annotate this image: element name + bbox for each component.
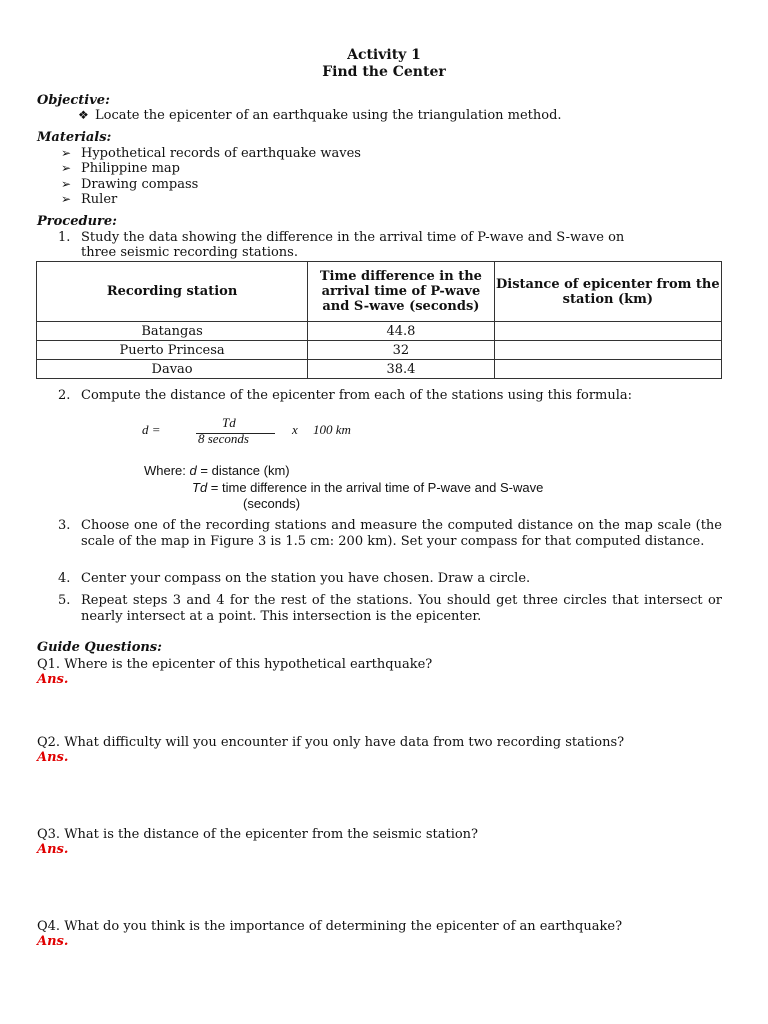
question-4: Q4. What do you think is the importance of determining the epicenter of an earthquake? (37, 919, 623, 934)
arrow-bullet-icon: ➢ (61, 177, 72, 191)
material-item: Ruler (81, 192, 118, 207)
objective-heading: Objective: (37, 93, 110, 108)
objective-text: Locate the epicenter of an earthquake using the triangulation method. (95, 108, 562, 123)
guide-questions-heading: Guide Questions: (37, 640, 162, 655)
answer-label-1: Ans. (37, 672, 69, 687)
answer-label-4: Ans. (37, 934, 69, 949)
column-header-station: Recording station (37, 262, 308, 322)
page-title: Find the Center (322, 64, 446, 80)
step-number: 2. (58, 388, 71, 403)
question-1: Q1. Where is the epicenter of this hypothetical earthquake? (37, 657, 433, 672)
step-number: 1. (58, 230, 71, 245)
step-number: 5. (58, 593, 71, 608)
arrow-bullet-icon: ➢ (61, 161, 72, 175)
formula-denominator: 8 seconds (198, 431, 249, 446)
material-item: Philippine map (81, 161, 180, 176)
materials-heading: Materials: (37, 130, 112, 145)
formula-where-td: Td = time difference in the arrival time of P-wave and S-wave (192, 480, 544, 495)
cell-station: Puerto Princesa (37, 341, 308, 360)
table-header-row (37, 262, 722, 322)
arrow-bullet-icon: ➢ (61, 192, 72, 206)
station-data-table (36, 261, 722, 379)
material-item: Drawing compass (81, 177, 199, 192)
table-row (37, 341, 722, 360)
step1-text: Study the data showing the difference in the arrival time of P-wave and S-wave on (81, 230, 625, 245)
cell-distance (494, 322, 721, 341)
activity-number: Activity 1 (347, 47, 421, 63)
cell-time-difference: 44.8 (308, 322, 495, 341)
step3-text: Choose one of the recording stations and measure the computed distance on the map scale (the scale of the map in Figure 3 is 1.5 cm: 200 km). Set your compass for that computed distance. (81, 518, 722, 549)
arrow-bullet-icon: ➢ (61, 146, 72, 160)
formula-rhs: 100 km (313, 422, 351, 437)
table-row (37, 322, 722, 341)
column-header-distance: Distance of epicenter from the station (km) (494, 262, 721, 322)
formula-where-td-unit: (seconds) (243, 496, 301, 511)
question-2: Q2. What difficulty will you encounter if you only have data from two recording stations? (37, 735, 625, 750)
cell-station: Davao (37, 360, 308, 379)
step2-text: Compute the distance of the epicenter from each of the stations using this formula: (81, 388, 633, 403)
cell-station: Batangas (37, 322, 308, 341)
formula-numerator: Td (222, 415, 236, 430)
column-header-time-difference: Time difference in the arrival time of P-wave and S-wave (seconds) (308, 262, 495, 322)
cell-distance (494, 360, 721, 379)
step1-text-cont: three seismic recording stations. (81, 245, 298, 260)
step-number: 4. (58, 571, 71, 586)
question-3: Q3. What is the distance of the epicenter from the seismic station? (37, 827, 479, 842)
cell-time-difference: 32 (308, 341, 495, 360)
step5-text: Repeat steps 3 and 4 for the rest of the stations. You should get three circles that intersect or nearly intersect at a point. This intersection is the epicenter. (81, 593, 722, 624)
step-number: 3. (58, 518, 71, 533)
formula-lhs: d = (142, 422, 161, 437)
cell-distance (494, 341, 721, 360)
answer-label-2: Ans. (37, 750, 69, 765)
formula-where-label: Where: d = distance (km) (144, 463, 290, 478)
material-item: Hypothetical records of earthquake waves (81, 146, 361, 161)
answer-label-3: Ans. (37, 842, 69, 857)
step4-text: Center your compass on the station you have chosen. Draw a circle. (81, 571, 531, 586)
cell-time-difference: 38.4 (308, 360, 495, 379)
diamond-bullet-icon: ❖ (78, 108, 89, 122)
formula-times: x (292, 422, 298, 437)
procedure-heading: Procedure: (37, 214, 117, 229)
table-row (37, 360, 722, 379)
